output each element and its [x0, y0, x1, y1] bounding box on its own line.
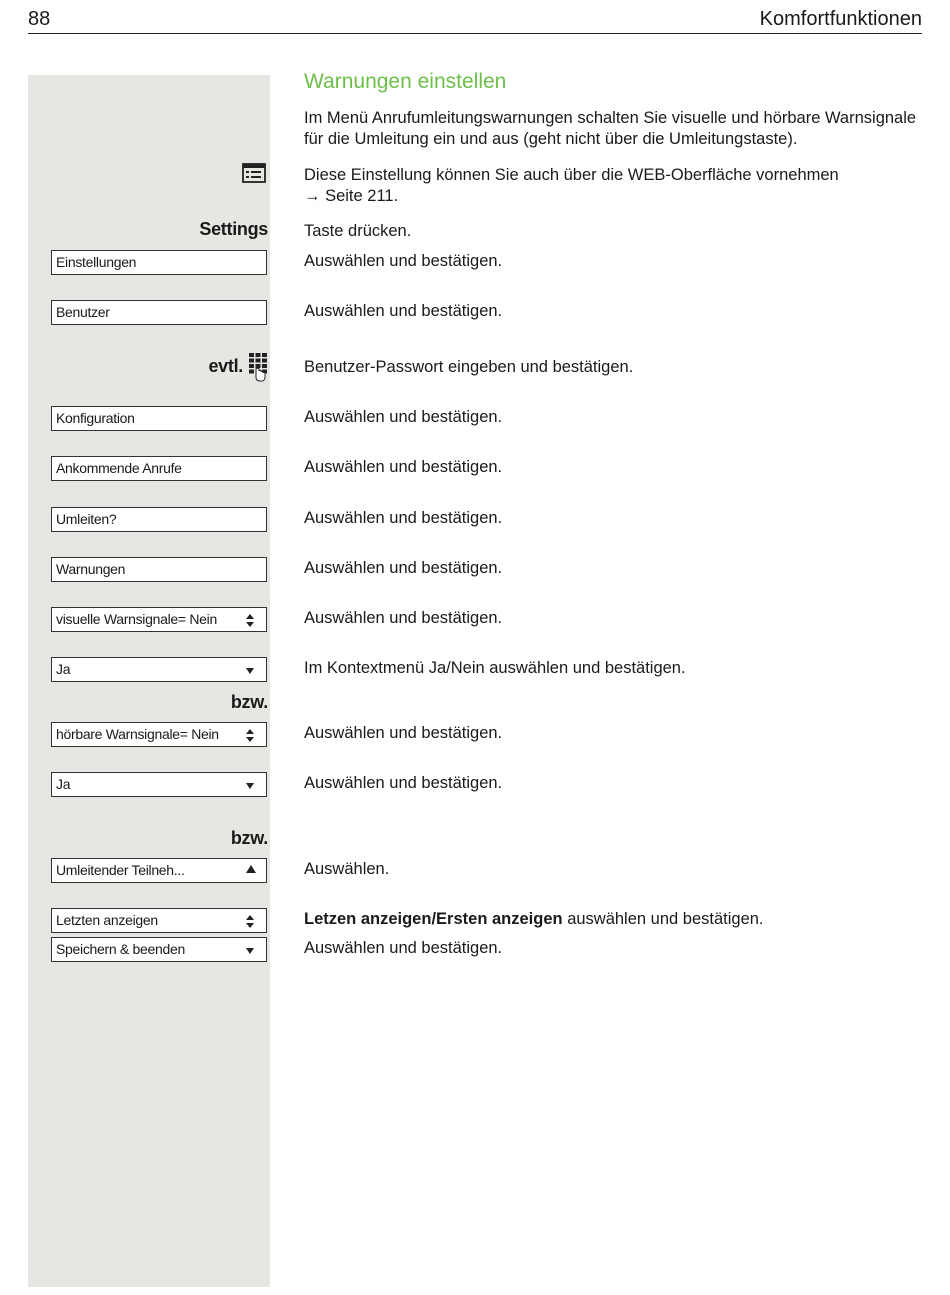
down-arrow-icon	[246, 783, 254, 789]
section-heading: Warnungen einstellen	[304, 70, 507, 93]
menu-item-einstellungen[interactable]: Einstellungen	[51, 250, 267, 275]
evtl-label: evtl.	[208, 356, 243, 376]
web-page-reference[interactable]: → Seite 211.	[304, 187, 399, 205]
menu-item-ja-hoerbar[interactable]: Ja	[51, 772, 267, 797]
menu-item-speichern-beenden[interactable]: Speichern & beenden	[51, 937, 267, 962]
menu-item-umleiten[interactable]: Umleiten?	[51, 507, 267, 532]
step-text: Auswählen und bestätigen.	[304, 302, 503, 320]
option-separator: /	[431, 910, 437, 928]
step-text: Auswählen und bestätigen.	[304, 458, 503, 476]
up-down-arrow-icon	[246, 915, 254, 929]
menu-item-visuelle-warnsignale[interactable]: visuelle Warnsignale= Nein	[51, 607, 267, 632]
settings-key-label: Settings	[199, 219, 268, 239]
down-arrow-icon	[246, 948, 254, 954]
up-down-arrow-icon	[246, 729, 254, 743]
menu-item-hoerbare-warnsignale[interactable]: hörbare Warnsignale= Nein	[51, 722, 267, 747]
option-letzen-anzeigen: Letzen anzeigen	[304, 910, 432, 928]
step-text: Auswählen und bestätigen.	[304, 252, 503, 270]
step-text: Auswählen und bestätigen.	[304, 724, 503, 742]
menu-item-warnungen[interactable]: Warnungen	[51, 557, 267, 582]
keypad-icon	[248, 352, 268, 382]
bzw-label-1: bzw.	[230, 692, 268, 712]
step-text: Im Kontextmenü Ja/Nein auswählen und bestätigen.	[304, 659, 686, 677]
up-arrow-icon	[246, 865, 256, 873]
option-ersten-anzeigen: Ersten anzeigen	[436, 910, 563, 928]
bzw-label-2: bzw.	[230, 828, 268, 848]
intro-paragraph: Im Menü Anrufumleitungswarnungen schalten Sie visuelle und hörbare Warnsignale für die Umleitung ein und aus (geht nicht über die Umleitungstaste).	[304, 109, 917, 148]
step-text: Auswählen und bestätigen.	[304, 609, 503, 627]
menu-item-umleitender-teilnehmer[interactable]: Umleitender Teilneh...	[51, 858, 267, 883]
menu-key-icon	[242, 163, 266, 183]
section-title: Komfortfunktionen	[759, 8, 922, 30]
web-note-text: Diese Einstellung können Sie auch über die WEB-Oberfläche vornehmen	[304, 166, 839, 184]
menu-item-ankommende-anrufe[interactable]: Ankommende Anrufe	[51, 456, 267, 481]
menu-item-konfiguration[interactable]: Konfiguration	[51, 406, 267, 431]
up-down-arrow-icon	[246, 614, 254, 628]
step-text: Auswählen und bestätigen.	[304, 939, 503, 957]
down-arrow-icon	[246, 668, 254, 674]
web-note-paragraph	[304, 165, 924, 207]
step-text: Auswählen und bestätigen.	[304, 774, 503, 792]
page-header	[28, 6, 922, 34]
step-text: Auswählen und bestätigen.	[304, 559, 503, 577]
step-text: Auswählen und bestätigen.	[304, 509, 503, 527]
menu-item-letzten-anzeigen[interactable]: Letzten anzeigen	[51, 908, 267, 933]
menu-item-benutzer[interactable]: Benutzer	[51, 300, 267, 325]
step-text: Benutzer-Passwort eingeben und bestätigen.	[304, 358, 634, 376]
step-text: Auswählen.	[304, 860, 390, 878]
page-number: 88	[28, 8, 51, 30]
step-text: Auswählen und bestätigen.	[304, 408, 503, 426]
step-text: Taste drücken.	[304, 222, 412, 240]
step-text-letzten-ersten: Letzen anzeigen/Ersten anzeigen auswählen und bestätigen.	[304, 910, 764, 928]
menu-item-ja-visuell[interactable]: Ja	[51, 657, 267, 682]
